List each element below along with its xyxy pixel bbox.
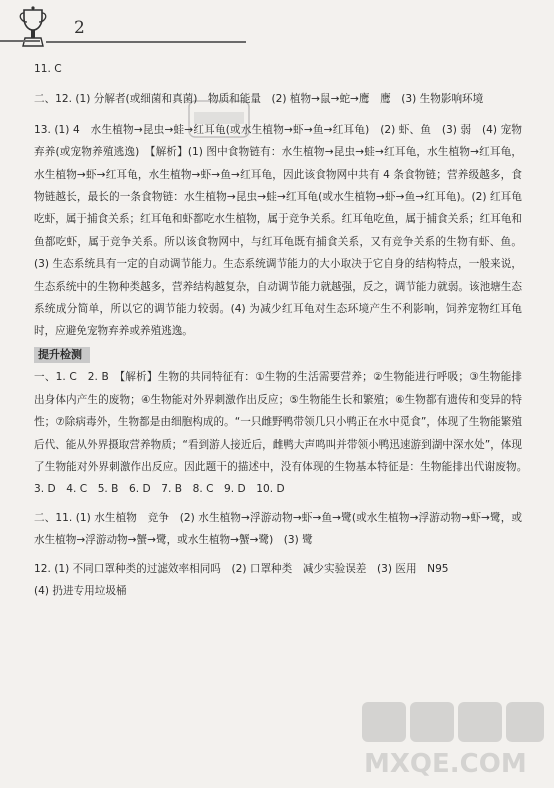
answer-q12: 二、12. (1) 分解者(或细菌和真菌) 物质和能量 (2) 植物→鼠→蛇→鹰 鹰 (3) 生物影响环境 (34, 93, 484, 106)
answer-line-11: 11. C (34, 63, 62, 75)
header-rule-left (0, 40, 40, 42)
watermark-text: MXQE.COM (364, 749, 527, 779)
section-label: 提升检测 (34, 347, 90, 363)
answer-q12b-4: (4) 扔进专用垃圾桶 (34, 584, 127, 597)
answer-content (34, 58, 533, 602)
header-rule (46, 41, 246, 43)
answer-part2: 二、11. (1) 水生植物 竞争 (2) 水生植物→浮游动物→虾→鱼→鹭(或水生植物→浮游动物→虾→鹭，或水生植物→浮游动物→蟹→鹭，或水生植物→蟹→鹭) (3) 鹭 (34, 511, 522, 547)
watermark-logo (358, 698, 548, 780)
answer-part1: 一、1. C 2. B 【解析】生物的共同特征有：①生物的生活需要营养；②生物能进行呼吸；③生物能排出身体内产生的废物；④生物能对外界刺激作出反应；⑤生物能生长和繁殖；⑥生物都有遗传和变异的特性；⑦除病毒外，生物都是由细胞构成的。“一只雌野鸭带领几只小鸭正在水中觅食”，体现了生物能繁殖后代、能从外界摄取营养物质；“看到游人接近后，雌鸭大声鸣叫并带领小鸭迅速游到湖中深水处”，体现了生物能对外界刺激作出反应。因此题干的描述中，没有体现的生物基本特征是：生物能排出代谢废物。 3. D 4. C 5. B 6. D 7. B 8. C 9. D 10. D (34, 371, 533, 496)
answer-q13: 13. (1) 4 水生植物→昆虫→蛙→红耳龟(或水生植物→虾→鱼→红耳龟) (2) 虾、鱼 (3) 弱 (4) 宠物弃养(或宠物养殖逃逸) 【解析】(1) 图中食物链有：水生植物→昆虫→蛙→红耳龟，水生植物→红耳龟，水生植物→虾→红耳龟，水生植物→虾→鱼→红耳龟，因此该食物网中共有 4 条食物链；营养级越多，食物链越长，最长的一条食物链：水生植物→昆虫→蛙→红耳龟(或水生植物→虾→鱼→红耳龟)。(2) 红耳龟吃虾，属于捕食关系；红耳龟和虾都吃水生植物，属于竞争关系。红耳龟吃鱼，属于捕食关系；红耳龟和鱼都吃虾，属于竞争关系。所以该食物网中，与红耳龟既有捕食关系，又有竞争关系的生物有虾、鱼。(3) 生态系统具有一定的自动调节能力。生态系统调节能力的大小取决于它自身的结构特点，一般来说，生态系统中的生物种类越多，营养结构越复杂，自动调节能力就越强，反之，调节能力就弱。该池塘生态系统成分简单，所以它的调节能力较弱。(4) 为减少红耳龟对生态环境产生不利影响，饲养宠物红耳龟时，应避免宠物弃养或养殖逃逸。 (34, 123, 522, 338)
trophy-icon (18, 6, 48, 50)
answer-q12b: 12. (1) 不同口罩种类的过滤效率相同吗 (2) 口罩种类 减少实验误差 (3) 医用 N95 (34, 562, 449, 575)
page-number: 2 (74, 18, 85, 38)
page-header (0, 0, 554, 60)
